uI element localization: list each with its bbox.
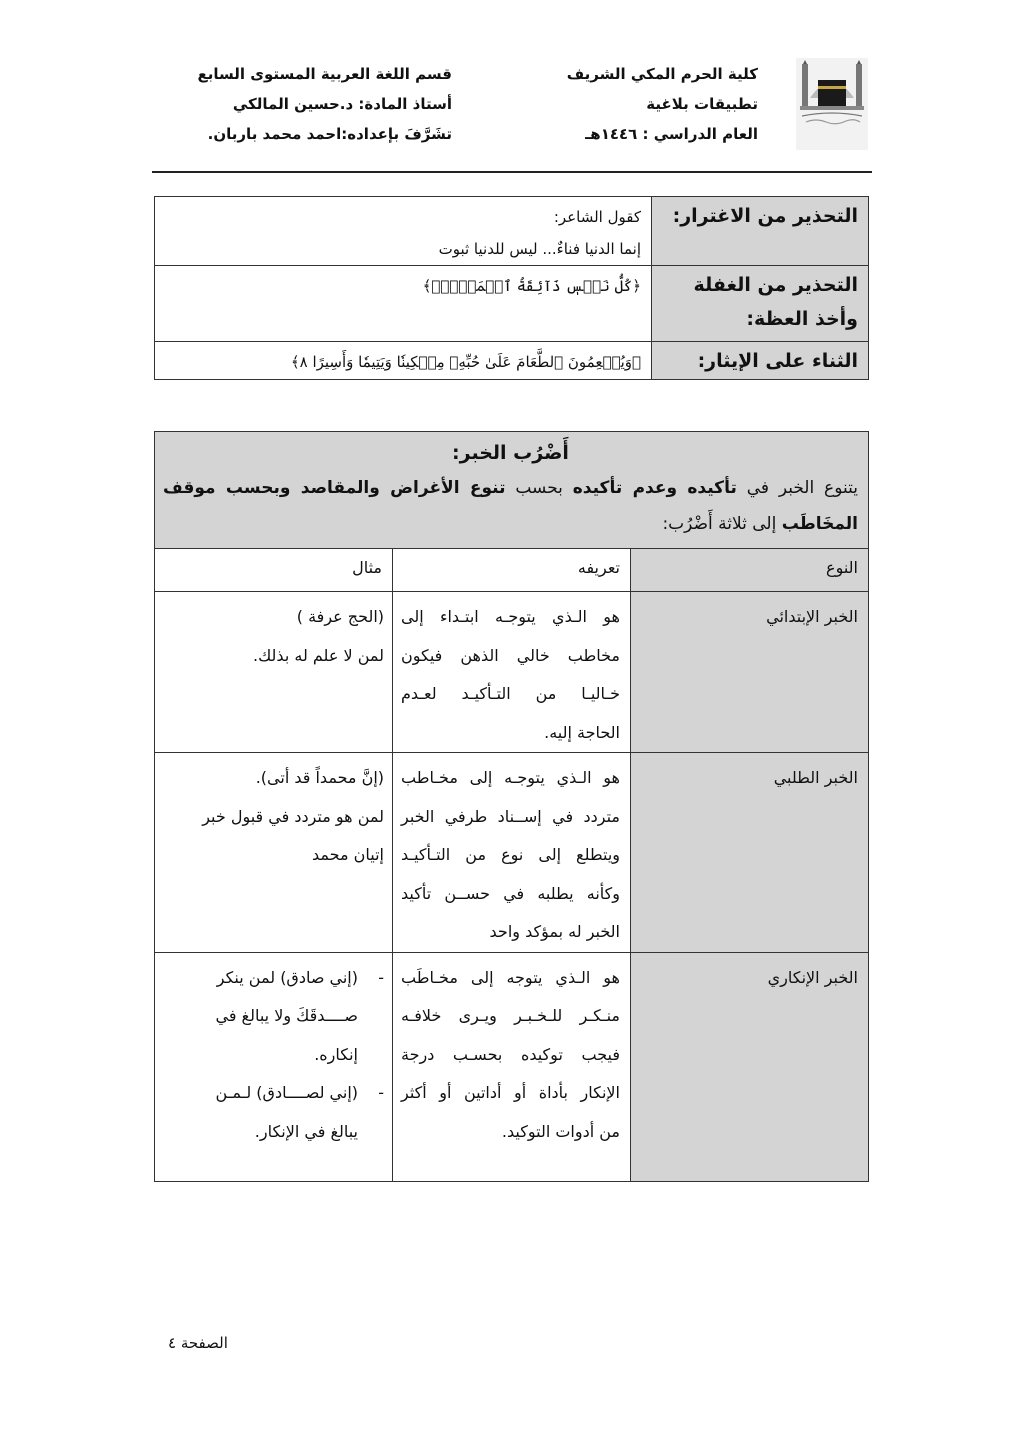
row-label: الثناء على الإيثار:: [652, 342, 869, 380]
course-name: تطبيقات بلاغية: [646, 95, 758, 113]
table-row: [155, 952, 869, 1181]
definition-cell: هو الـذي يتوجـه ابتـداء إلى مخاطب خالي الذهن فيكون خـاليـا من التـأكيـد لعـدم الحاجة إليه.: [393, 592, 631, 753]
example-cell: (الحج عرفة ) لمن لا علم له بذلك.: [155, 592, 393, 753]
college-name: كلية الحرم المكي الشريف: [566, 65, 758, 83]
academic-year: العام الدراسي : ١٤٤٦هـ: [585, 125, 758, 143]
table-caption-row: [155, 432, 869, 549]
department-level: قسم اللغة العربية المستوى السابع: [197, 65, 452, 83]
list-item: -(إني لصــــادق) لـمـن: [215, 1083, 384, 1102]
type-cell: الخبر الإنكاري: [631, 952, 869, 1181]
section-intro: يتنوع الخبر في تأكيده وعدم تأكيده بحسب تنوع الأغراض والمقاصد وبحسب موقف المخَاطَب إلى ثلاثة أَضْرُب:: [163, 478, 858, 534]
header-definition: تعريفه: [393, 549, 631, 592]
header-college-info: [567, 62, 758, 152]
example-cell: (إنَّ محمداً قد أتى). لمن هو متردد في قبول خبر إتيان محمد: [155, 753, 393, 953]
prepared-by: تشَرَّفَ بإعداده:احمد محمد باربان.: [207, 125, 452, 143]
rhetoric-purposes-table: [154, 196, 869, 380]
example-cell: -(إني صادق) لمن ينكر صــــدقَكَ ولا يبالغ في إنكاره. -(إني لصــــادق) لـمـن يبالغ في الإنكار.: [155, 952, 393, 1181]
khabar-types-table: [154, 431, 869, 1182]
table-caption: [155, 432, 869, 549]
table-row: [155, 342, 869, 380]
row-label: التحذير من الغفلة وأخذ العظة:: [652, 266, 869, 342]
type-cell: الخبر الإبتدائي: [631, 592, 869, 753]
section-title: أَضْرُب الخبر:: [452, 442, 569, 464]
row-value: ﴿كُلُّ نَفۡسٖ ذَآئِقَةُ ٱلۡمَوۡتِۗ﴾: [155, 266, 652, 342]
table-row: [155, 266, 869, 342]
header-type: النوع: [631, 549, 869, 592]
table-row: [155, 753, 869, 953]
table-row: [155, 197, 869, 266]
header-department-info: [197, 62, 452, 152]
row-value: كقول الشاعر: إنما الدنيا فناءٌ... ليس للدنيا ثبوت: [155, 197, 652, 266]
instructor-name: أستاذ المادة: د.حسين المالكي: [232, 95, 452, 113]
definition-cell: هو الـذي يتوجه إلى مخـاطَب منـكـر للـخـبـر ويـرى خلافـه فيجب توكيده بحسـب درجة الإنكار بأداة أو أداتين أو أكثر من أدوات التوكيد.: [393, 952, 631, 1181]
table-row: [155, 592, 869, 753]
page-number: الصفحة ٤: [168, 1334, 228, 1352]
header-divider: [152, 171, 872, 173]
header-example: مثال: [155, 549, 393, 592]
table-header-row: [155, 549, 869, 592]
type-cell: الخبر الطلبي: [631, 753, 869, 953]
list-item: -(إني صادق) لمن ينكر: [216, 967, 384, 987]
definition-cell: هو الـذي يتوجـه إلى مخـاطب متردد في إســناد طرفي الخبر ويتطلع إلى نوع من التـأكيـد وكأنه يطلبه في حســن تأكيد الخبر له بمؤكد واحد: [393, 753, 631, 953]
row-label: التحذير من الاغترار:: [652, 197, 869, 266]
kaaba-logo-icon: [796, 58, 868, 150]
row-value: ﴿وَيُطۡعِمُونَ ٱلطَّعَامَ عَلَىٰ حُبِّهِۦ مِسۡكِينٗا وَيَتِيمٗا وَأَسِيرًا ٨﴾: [155, 342, 652, 380]
